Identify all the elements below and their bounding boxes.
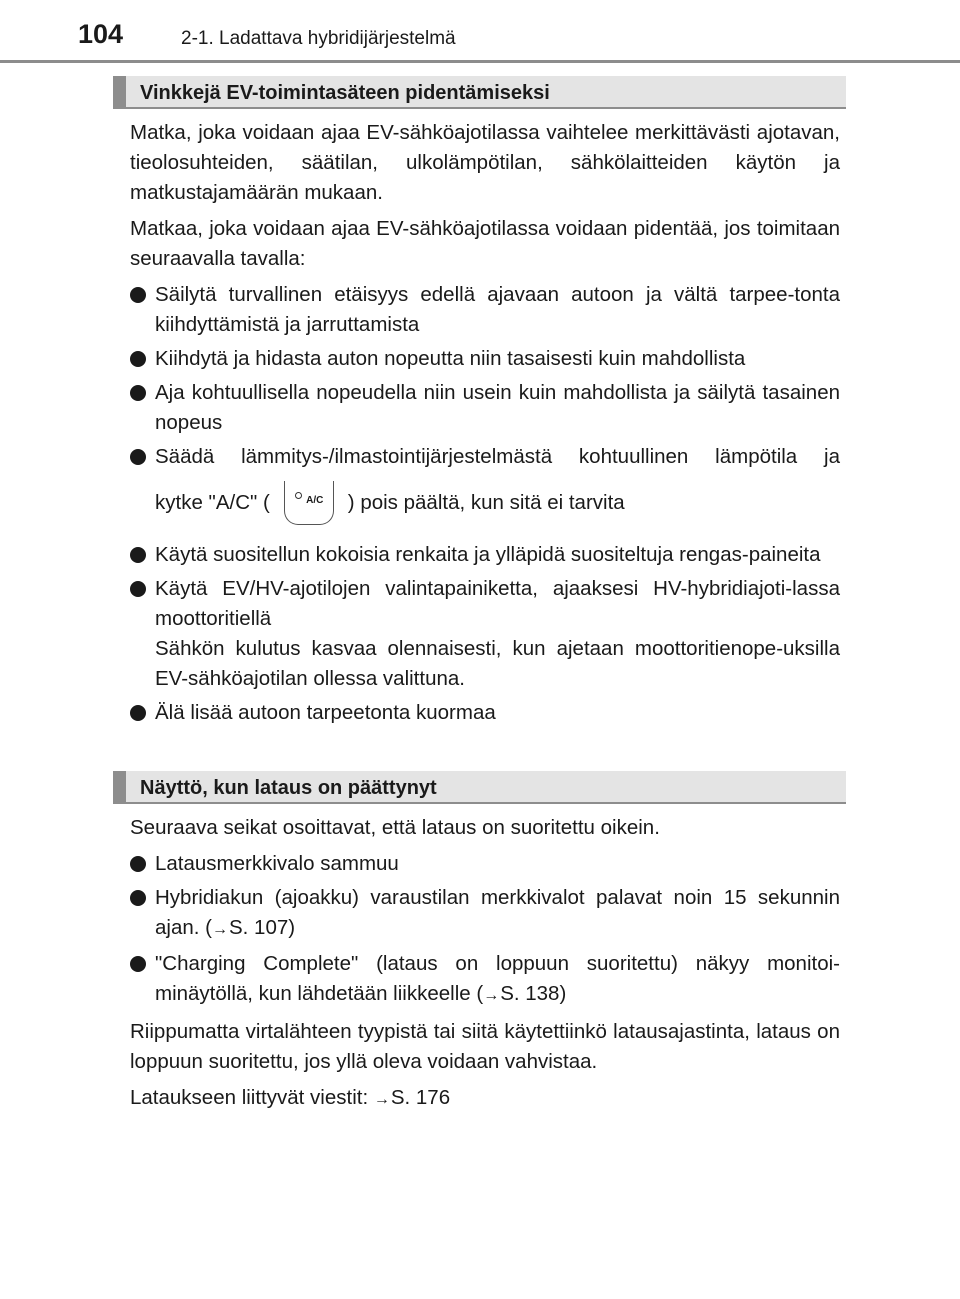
section-ev-range-content	[130, 118, 840, 732]
page-reference-link[interactable]: S. 107)	[228, 916, 296, 939]
ac-button-label: A/C	[306, 494, 324, 506]
paragraph: Seuraava seikat osoittavat, että lataus on suoritettu oikein.	[130, 816, 660, 839]
bullet-icon	[130, 890, 146, 906]
page-reference-link[interactable]: S. 176	[390, 1086, 451, 1109]
tips-list	[130, 280, 840, 728]
arrow-right-icon: →	[211, 921, 228, 938]
bullet-icon	[130, 547, 146, 563]
list-item: Älä lisää autoon tarpeetonta kuormaa	[130, 698, 840, 728]
bullet-icon	[130, 287, 146, 303]
paragraph: Riippumatta virtalähteen tyypistä tai siitä käytettiinkö latausajastinta, lataus on loppuun suoritettu, jos yllä oleva voidaan vahvistaa.	[130, 1020, 840, 1073]
arrow-right-icon: →	[483, 987, 500, 1004]
list-item: Käytä EV/HV-ajotilojen valintapainiketta, ajaaksesi HV-hybridiajoti-lassa moottoritiellä Sähkön kulutus kasvaa olennaisesti, kun ajetaan moottoritienope-uksilla EV-sähköajotilan ollessa valittuna.	[130, 574, 840, 694]
page-reference-link[interactable]: S. 138)	[500, 982, 567, 1005]
section-charging-complete-content	[130, 813, 840, 1121]
list-item: Säädä lämmitys-/ilmastointijärjestelmästä kohtuullinen lämpötila ja kytke "A/C" ( A/C ) pois päältä, kun sitä ei tarvita	[130, 442, 840, 536]
bullet-icon	[130, 705, 146, 721]
section-heading-text: Vinkkejä EV-toimintasäteen pidentämiseksi	[140, 82, 550, 104]
list-item: Latausmerkkivalo sammuu	[130, 849, 840, 879]
indications-list	[130, 849, 840, 1011]
list-item: Säilytä turvallinen etäisyys edellä ajavaan autoon ja vältä tarpee-tonta kiihdyttämistä ja jarruttamista	[130, 280, 840, 340]
section-heading-text: Näyttö, kun lataus on päättynyt	[140, 777, 437, 799]
paragraph: Matka, joka voidaan ajaa EV-sähköajotilassa vaihtelee merkittävästi ajotavan, tieolosuhteiden, säätilan, ulkolämpötilan, sähkölaitteiden käytön ja matkustajamäärän mukaan.	[130, 121, 840, 204]
paragraph: Lataukseen liittyvät viestit: →S. 176	[130, 1086, 451, 1109]
ac-button-icon	[284, 481, 334, 525]
bullet-icon	[130, 856, 146, 872]
list-item: Hybridiakun (ajoakku) varaustilan merkkivalot palavat noin 15 sekunnin ajan. (→S. 107)	[130, 883, 840, 945]
list-item: Aja kohtuullisella nopeudella niin usein kuin mahdollista ja säilytä tasainen nopeus	[130, 378, 840, 438]
ac-line: kytke "A/C" ( A/C ) pois päältä, kun sitä ei tarvita	[155, 470, 840, 536]
list-item: Kiihdytä ja hidasta auton nopeutta niin tasaisesti kuin mahdollista	[130, 344, 840, 374]
note-text: Sähkön kulutus kasvaa olennaisesti, kun ajetaan moottoritienope-uksilla EV-sähköajotilan ollessa valittuna.	[155, 637, 840, 690]
arrow-right-icon: →	[373, 1091, 390, 1108]
section-heading-ev-range	[113, 76, 846, 109]
bullet-icon	[130, 956, 146, 972]
chapter-title: 2-1. Ladattava hybridijärjestelmä	[181, 28, 456, 49]
bullet-icon	[130, 581, 146, 597]
bullet-icon	[130, 385, 146, 401]
paragraph: Matkaa, joka voidaan ajaa EV-sähköajotilassa voidaan pidentää, jos toimitaan seuraavalla tavalla:	[130, 217, 840, 270]
header-divider	[0, 60, 960, 63]
section-heading-charging-complete	[113, 771, 846, 804]
page-number: 104	[78, 19, 124, 49]
list-item: "Charging Complete" (lataus on loppuun suoritettu) näkyy monitoi-minäytöllä, kun lähdetään liikkeelle (→S. 138)	[130, 949, 840, 1011]
bullet-icon	[130, 449, 146, 465]
bullet-icon	[130, 351, 146, 367]
indicator-light-icon	[295, 492, 302, 499]
list-item: Käytä suositellun kokoisia renkaita ja ylläpidä suositeltuja rengas-paineita	[130, 540, 840, 570]
